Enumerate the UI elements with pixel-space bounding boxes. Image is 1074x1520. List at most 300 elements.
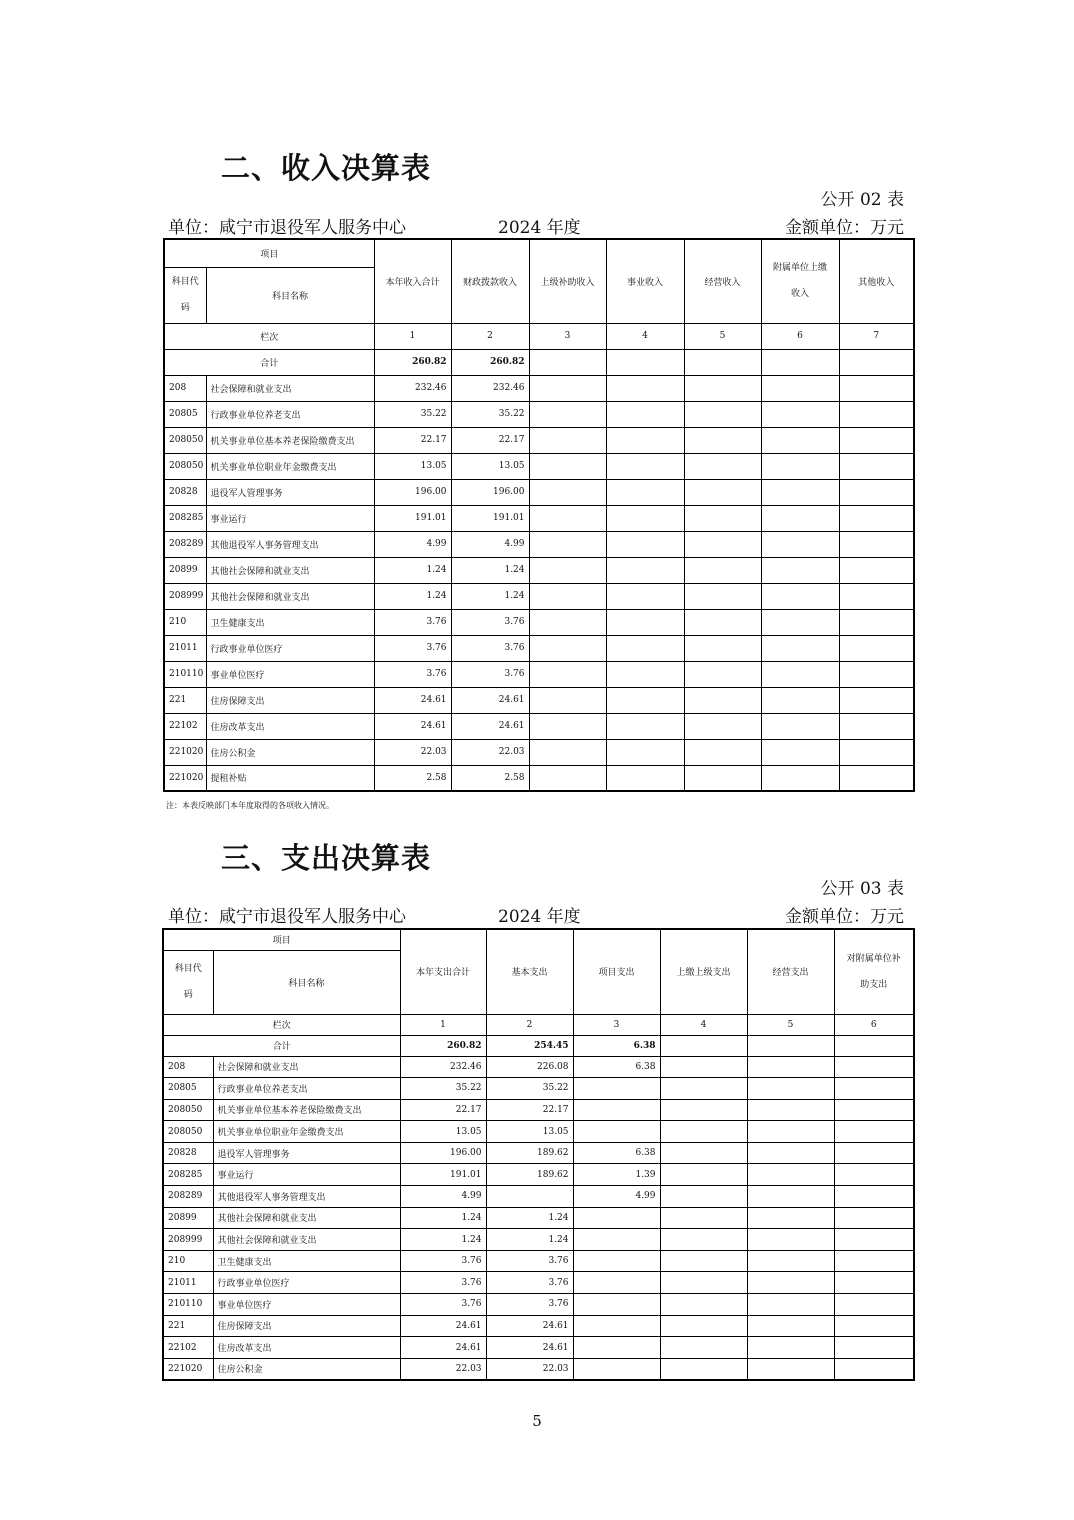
amount-cell bbox=[606, 739, 684, 765]
subject-code: 221020 bbox=[164, 739, 206, 765]
amount-cell bbox=[834, 1315, 914, 1337]
amount-cell bbox=[606, 453, 684, 479]
subject-name: 其他社会保障和就业支出 bbox=[206, 557, 374, 583]
amount-cell: 22.17 bbox=[451, 427, 529, 453]
amount-cell bbox=[839, 687, 914, 713]
amount-cell bbox=[529, 583, 606, 609]
amount-cell bbox=[834, 1186, 914, 1208]
expense-total-value: 6.38 bbox=[573, 1035, 660, 1056]
subject-name: 机关事业单位职业年金缴费支出 bbox=[206, 453, 374, 479]
income-header-col: 财政拨款收入 bbox=[451, 239, 529, 323]
amount-cell: 1.24 bbox=[374, 557, 451, 583]
expense-unit: 单位：咸宁市退役军人服务中心 bbox=[168, 907, 406, 927]
subject-code: 20828 bbox=[164, 479, 206, 505]
amount-cell bbox=[747, 1358, 834, 1380]
amount-cell bbox=[573, 1315, 660, 1337]
amount-cell bbox=[684, 427, 761, 453]
amount-cell bbox=[747, 1078, 834, 1100]
subject-name: 提租补贴 bbox=[206, 765, 374, 791]
subject-name: 住房公积金 bbox=[206, 739, 374, 765]
table-row bbox=[164, 427, 914, 453]
amount-cell bbox=[684, 609, 761, 635]
subject-code: 22102 bbox=[164, 713, 206, 739]
amount-cell bbox=[660, 1099, 747, 1121]
subject-code: 208050 bbox=[164, 453, 206, 479]
table-row bbox=[164, 453, 914, 479]
amount-cell bbox=[606, 661, 684, 687]
amount-cell: 232.46 bbox=[374, 375, 451, 401]
amount-cell bbox=[761, 739, 839, 765]
subject-code: 208289 bbox=[163, 1186, 213, 1208]
subject-name: 卫生健康支出 bbox=[206, 609, 374, 635]
amount-cell bbox=[606, 687, 684, 713]
amount-cell bbox=[839, 609, 914, 635]
subject-code: 208289 bbox=[164, 531, 206, 557]
amount-cell bbox=[839, 739, 914, 765]
amount-cell bbox=[834, 1121, 914, 1143]
expense-header-code: 科目代码 bbox=[163, 950, 213, 1014]
amount-cell bbox=[834, 1164, 914, 1186]
subject-name: 事业运行 bbox=[213, 1164, 400, 1186]
amount-cell bbox=[761, 713, 839, 739]
subject-name: 退役军人管理事务 bbox=[206, 479, 374, 505]
table-row bbox=[163, 1078, 914, 1100]
amount-cell bbox=[529, 765, 606, 791]
amount-cell bbox=[606, 557, 684, 583]
amount-cell: 189.62 bbox=[486, 1142, 573, 1164]
subject-name: 卫生健康支出 bbox=[213, 1250, 400, 1272]
expense-header-col: 基本支出 bbox=[486, 929, 573, 1014]
amount-cell: 1.24 bbox=[486, 1207, 573, 1229]
subject-name: 退役军人管理事务 bbox=[213, 1142, 400, 1164]
subject-code: 210110 bbox=[164, 661, 206, 687]
amount-cell bbox=[529, 375, 606, 401]
table-row bbox=[163, 1229, 914, 1251]
table-row bbox=[163, 1207, 914, 1229]
subject-name: 机关事业单位基本养老保险缴费支出 bbox=[206, 427, 374, 453]
amount-cell: 1.24 bbox=[451, 557, 529, 583]
amount-cell bbox=[839, 427, 914, 453]
amount-cell bbox=[834, 1207, 914, 1229]
amount-cell: 35.22 bbox=[486, 1078, 573, 1100]
table-row bbox=[164, 635, 914, 661]
amount-cell bbox=[839, 479, 914, 505]
amount-cell bbox=[660, 1358, 747, 1380]
amount-cell bbox=[684, 583, 761, 609]
subject-code: 221 bbox=[163, 1315, 213, 1337]
subject-code: 210110 bbox=[163, 1294, 213, 1316]
amount-cell: 1.24 bbox=[400, 1207, 486, 1229]
amount-cell bbox=[660, 1294, 747, 1316]
table-row bbox=[163, 1272, 914, 1294]
amount-cell bbox=[834, 1078, 914, 1100]
expense-column-number: 4 bbox=[660, 1014, 747, 1035]
amount-cell: 189.62 bbox=[486, 1164, 573, 1186]
amount-cell bbox=[529, 739, 606, 765]
expense-header-col: 经营支出 bbox=[747, 929, 834, 1014]
expense-total-label: 合计 bbox=[163, 1035, 400, 1056]
amount-cell bbox=[684, 713, 761, 739]
income-total-value bbox=[606, 349, 684, 375]
amount-cell bbox=[684, 375, 761, 401]
subject-name: 其他社会保障和就业支出 bbox=[206, 583, 374, 609]
expense-title: 三、支出决算表 bbox=[221, 841, 432, 875]
amount-cell: 22.17 bbox=[374, 427, 451, 453]
amount-cell: 35.22 bbox=[451, 401, 529, 427]
amount-cell bbox=[529, 401, 606, 427]
amount-cell bbox=[660, 1078, 747, 1100]
amount-cell bbox=[529, 427, 606, 453]
expense-header-col: 上缴上级支出 bbox=[660, 929, 747, 1014]
table-row bbox=[164, 661, 914, 687]
amount-cell bbox=[747, 1207, 834, 1229]
amount-cell bbox=[529, 713, 606, 739]
amount-cell: 196.00 bbox=[374, 479, 451, 505]
amount-cell bbox=[747, 1294, 834, 1316]
amount-cell: 196.00 bbox=[451, 479, 529, 505]
page-number: 5 bbox=[532, 1412, 542, 1430]
subject-name: 住房保障支出 bbox=[213, 1315, 400, 1337]
amount-cell: 24.61 bbox=[374, 713, 451, 739]
income-header-code: 科目代码 bbox=[164, 267, 206, 323]
amount-cell: 226.08 bbox=[486, 1056, 573, 1078]
amount-cell bbox=[839, 583, 914, 609]
subject-code: 208050 bbox=[164, 427, 206, 453]
amount-cell: 1.24 bbox=[451, 583, 529, 609]
amount-cell bbox=[573, 1358, 660, 1380]
table-row bbox=[163, 1099, 914, 1121]
amount-cell bbox=[761, 401, 839, 427]
amount-cell bbox=[486, 1186, 573, 1208]
amount-cell: 3.76 bbox=[400, 1272, 486, 1294]
table-row bbox=[164, 583, 914, 609]
subject-code: 208050 bbox=[163, 1099, 213, 1121]
amount-cell: 6.38 bbox=[573, 1056, 660, 1078]
expense-header-col: 对附属单位补助支出 bbox=[834, 929, 914, 1014]
amount-cell bbox=[684, 453, 761, 479]
amount-cell: 3.76 bbox=[400, 1294, 486, 1316]
amount-cell bbox=[747, 1099, 834, 1121]
subject-code: 221020 bbox=[163, 1358, 213, 1380]
expense-total-value bbox=[834, 1035, 914, 1056]
amount-cell: 1.24 bbox=[400, 1229, 486, 1251]
table-row bbox=[163, 1186, 914, 1208]
subject-name: 其他退役军人事务管理支出 bbox=[213, 1186, 400, 1208]
amount-cell bbox=[606, 427, 684, 453]
amount-cell bbox=[834, 1337, 914, 1359]
amount-cell: 22.03 bbox=[400, 1358, 486, 1380]
expense-header-col: 项目支出 bbox=[573, 929, 660, 1014]
income-total-value: 260.82 bbox=[374, 349, 451, 375]
amount-cell bbox=[684, 765, 761, 791]
expense-total-value bbox=[660, 1035, 747, 1056]
table-row bbox=[163, 1294, 914, 1316]
amount-cell bbox=[761, 531, 839, 557]
amount-cell: 24.61 bbox=[400, 1315, 486, 1337]
income-note: 注：本表反映部门本年度取得的各项收入情况。 bbox=[166, 801, 334, 810]
expense-year: 2024 年度 bbox=[498, 907, 581, 927]
amount-cell: 24.61 bbox=[400, 1337, 486, 1359]
income-column-number: 2 bbox=[451, 323, 529, 349]
amount-cell: 2.58 bbox=[374, 765, 451, 791]
amount-cell bbox=[761, 375, 839, 401]
amount-cell bbox=[747, 1056, 834, 1078]
amount-cell bbox=[606, 505, 684, 531]
amount-cell: 4.99 bbox=[451, 531, 529, 557]
amount-cell bbox=[834, 1142, 914, 1164]
amount-cell bbox=[529, 479, 606, 505]
subject-name: 住房公积金 bbox=[213, 1358, 400, 1380]
income-table bbox=[163, 238, 915, 792]
subject-code: 208050 bbox=[163, 1121, 213, 1143]
amount-cell: 191.01 bbox=[374, 505, 451, 531]
amount-cell bbox=[834, 1056, 914, 1078]
amount-cell bbox=[660, 1250, 747, 1272]
income-total-value: 260.82 bbox=[451, 349, 529, 375]
expense-column-number: 1 bbox=[400, 1014, 486, 1035]
amount-cell bbox=[573, 1207, 660, 1229]
subject-name: 事业单位医疗 bbox=[213, 1294, 400, 1316]
amount-cell: 24.61 bbox=[486, 1315, 573, 1337]
amount-cell bbox=[839, 401, 914, 427]
amount-cell bbox=[684, 479, 761, 505]
amount-cell bbox=[660, 1272, 747, 1294]
amount-cell bbox=[529, 661, 606, 687]
amount-cell bbox=[684, 661, 761, 687]
amount-cell bbox=[606, 765, 684, 791]
amount-cell: 4.99 bbox=[400, 1186, 486, 1208]
amount-cell: 1.24 bbox=[374, 583, 451, 609]
table-row bbox=[164, 687, 914, 713]
amount-cell bbox=[606, 713, 684, 739]
amount-cell: 3.76 bbox=[451, 661, 529, 687]
table-row bbox=[164, 739, 914, 765]
expense-column-number: 3 bbox=[573, 1014, 660, 1035]
amount-cell bbox=[839, 661, 914, 687]
subject-name: 其他退役军人事务管理支出 bbox=[206, 531, 374, 557]
subject-name: 其他社会保障和就业支出 bbox=[213, 1207, 400, 1229]
amount-cell bbox=[761, 557, 839, 583]
amount-cell bbox=[747, 1315, 834, 1337]
amount-cell: 13.05 bbox=[486, 1121, 573, 1143]
income-total-value bbox=[529, 349, 606, 375]
income-total-label: 合计 bbox=[164, 349, 374, 375]
amount-cell bbox=[747, 1250, 834, 1272]
subject-name: 行政事业单位养老支出 bbox=[213, 1078, 400, 1100]
amount-cell bbox=[660, 1142, 747, 1164]
amount-cell bbox=[839, 765, 914, 791]
amount-cell: 3.76 bbox=[374, 635, 451, 661]
amount-cell bbox=[761, 661, 839, 687]
subject-code: 210 bbox=[164, 609, 206, 635]
amount-cell bbox=[573, 1294, 660, 1316]
table-row bbox=[164, 713, 914, 739]
amount-cell bbox=[684, 635, 761, 661]
subject-name: 社会保障和就业支出 bbox=[213, 1056, 400, 1078]
amount-cell bbox=[660, 1337, 747, 1359]
amount-cell: 24.61 bbox=[374, 687, 451, 713]
table-row bbox=[164, 557, 914, 583]
amount-cell: 3.76 bbox=[374, 609, 451, 635]
amount-cell: 3.76 bbox=[451, 609, 529, 635]
amount-cell bbox=[529, 505, 606, 531]
amount-cell bbox=[660, 1207, 747, 1229]
income-header-name: 科目名称 bbox=[206, 267, 374, 323]
table-row bbox=[163, 1142, 914, 1164]
amount-cell: 6.38 bbox=[573, 1142, 660, 1164]
amount-cell: 22.03 bbox=[374, 739, 451, 765]
amount-cell bbox=[529, 453, 606, 479]
table-row bbox=[164, 479, 914, 505]
expense-column-number: 6 bbox=[834, 1014, 914, 1035]
amount-cell bbox=[684, 531, 761, 557]
amount-cell bbox=[660, 1186, 747, 1208]
amount-cell bbox=[839, 531, 914, 557]
subject-name: 住房保障支出 bbox=[206, 687, 374, 713]
amount-cell: 1.24 bbox=[486, 1229, 573, 1251]
table-row bbox=[164, 401, 914, 427]
amount-cell bbox=[747, 1337, 834, 1359]
income-table-number: 公开 02 表 bbox=[820, 190, 904, 210]
income-column-row-label: 栏次 bbox=[164, 323, 374, 349]
amount-cell bbox=[761, 505, 839, 531]
amount-cell bbox=[747, 1272, 834, 1294]
amount-cell bbox=[684, 739, 761, 765]
amount-cell bbox=[529, 557, 606, 583]
amount-cell bbox=[834, 1272, 914, 1294]
amount-cell bbox=[529, 531, 606, 557]
subject-code: 21011 bbox=[163, 1272, 213, 1294]
amount-cell bbox=[606, 583, 684, 609]
amount-cell bbox=[684, 687, 761, 713]
subject-code: 210 bbox=[163, 1250, 213, 1272]
amount-cell bbox=[529, 635, 606, 661]
amount-cell bbox=[660, 1229, 747, 1251]
income-header-item: 项目 bbox=[164, 239, 374, 267]
subject-code: 20828 bbox=[163, 1142, 213, 1164]
subject-code: 22102 bbox=[163, 1337, 213, 1359]
expense-column-number: 2 bbox=[486, 1014, 573, 1035]
amount-cell: 22.03 bbox=[486, 1358, 573, 1380]
amount-cell bbox=[573, 1272, 660, 1294]
expense-table-number: 公开 03 表 bbox=[820, 879, 904, 899]
amount-cell: 22.03 bbox=[451, 739, 529, 765]
amount-cell bbox=[606, 635, 684, 661]
expense-total-value: 254.45 bbox=[486, 1035, 573, 1056]
amount-cell bbox=[761, 479, 839, 505]
table-row bbox=[164, 765, 914, 791]
amount-cell: 24.61 bbox=[486, 1337, 573, 1359]
subject-name: 社会保障和就业支出 bbox=[206, 375, 374, 401]
amount-cell bbox=[573, 1337, 660, 1359]
table-row bbox=[163, 1337, 914, 1359]
table-row bbox=[163, 1056, 914, 1078]
amount-cell bbox=[606, 479, 684, 505]
amount-cell bbox=[684, 557, 761, 583]
subject-name: 机关事业单位基本养老保险缴费支出 bbox=[213, 1099, 400, 1121]
amount-cell bbox=[834, 1099, 914, 1121]
amount-cell bbox=[747, 1186, 834, 1208]
amount-cell: 4.99 bbox=[374, 531, 451, 557]
amount-cell: 3.76 bbox=[486, 1250, 573, 1272]
amount-cell: 4.99 bbox=[573, 1186, 660, 1208]
income-column-number: 3 bbox=[529, 323, 606, 349]
table-row bbox=[163, 1358, 914, 1380]
amount-cell: 24.61 bbox=[451, 687, 529, 713]
income-column-number: 5 bbox=[684, 323, 761, 349]
amount-cell bbox=[684, 401, 761, 427]
subject-code: 21011 bbox=[164, 635, 206, 661]
expense-column-number: 5 bbox=[747, 1014, 834, 1035]
amount-cell: 13.05 bbox=[400, 1121, 486, 1143]
subject-code: 20805 bbox=[163, 1078, 213, 1100]
amount-cell bbox=[747, 1229, 834, 1251]
amount-cell bbox=[839, 453, 914, 479]
amount-cell bbox=[761, 635, 839, 661]
amount-cell: 196.00 bbox=[400, 1142, 486, 1164]
amount-cell bbox=[660, 1315, 747, 1337]
income-column-number: 1 bbox=[374, 323, 451, 349]
table-row bbox=[163, 1121, 914, 1143]
amount-cell: 3.76 bbox=[486, 1294, 573, 1316]
income-total-value bbox=[761, 349, 839, 375]
amount-cell: 22.17 bbox=[486, 1099, 573, 1121]
amount-cell bbox=[761, 765, 839, 791]
subject-name: 行政事业单位养老支出 bbox=[206, 401, 374, 427]
amount-cell: 2.58 bbox=[451, 765, 529, 791]
expense-table bbox=[162, 928, 915, 1381]
income-year: 2024 年度 bbox=[498, 218, 581, 238]
subject-name: 其他社会保障和就业支出 bbox=[213, 1229, 400, 1251]
amount-cell: 232.46 bbox=[400, 1056, 486, 1078]
expense-total-value: 260.82 bbox=[400, 1035, 486, 1056]
amount-cell bbox=[834, 1358, 914, 1380]
expense-column-row-label: 栏次 bbox=[163, 1014, 400, 1035]
income-column-number: 7 bbox=[839, 323, 914, 349]
amount-cell: 35.22 bbox=[374, 401, 451, 427]
amount-cell bbox=[839, 713, 914, 739]
amount-cell bbox=[660, 1056, 747, 1078]
amount-cell bbox=[761, 609, 839, 635]
amount-cell: 232.46 bbox=[451, 375, 529, 401]
subject-name: 行政事业单位医疗 bbox=[213, 1272, 400, 1294]
subject-name: 住房改革支出 bbox=[206, 713, 374, 739]
amount-cell bbox=[839, 635, 914, 661]
amount-cell bbox=[684, 505, 761, 531]
amount-cell: 24.61 bbox=[451, 713, 529, 739]
amount-cell bbox=[747, 1142, 834, 1164]
amount-cell: 191.01 bbox=[451, 505, 529, 531]
table-row bbox=[163, 1250, 914, 1272]
amount-cell bbox=[606, 531, 684, 557]
amount-cell bbox=[660, 1164, 747, 1186]
amount-cell bbox=[761, 687, 839, 713]
amount-cell bbox=[573, 1250, 660, 1272]
subject-code: 208999 bbox=[163, 1229, 213, 1251]
amount-cell bbox=[839, 505, 914, 531]
income-header-col: 上级补助收入 bbox=[529, 239, 606, 323]
amount-cell bbox=[573, 1121, 660, 1143]
amount-cell bbox=[606, 375, 684, 401]
amount-cell bbox=[747, 1164, 834, 1186]
amount-cell: 13.05 bbox=[451, 453, 529, 479]
amount-cell bbox=[529, 687, 606, 713]
amount-cell bbox=[573, 1229, 660, 1251]
income-total-value bbox=[684, 349, 761, 375]
amount-cell bbox=[834, 1229, 914, 1251]
amount-cell bbox=[761, 583, 839, 609]
amount-cell bbox=[761, 427, 839, 453]
